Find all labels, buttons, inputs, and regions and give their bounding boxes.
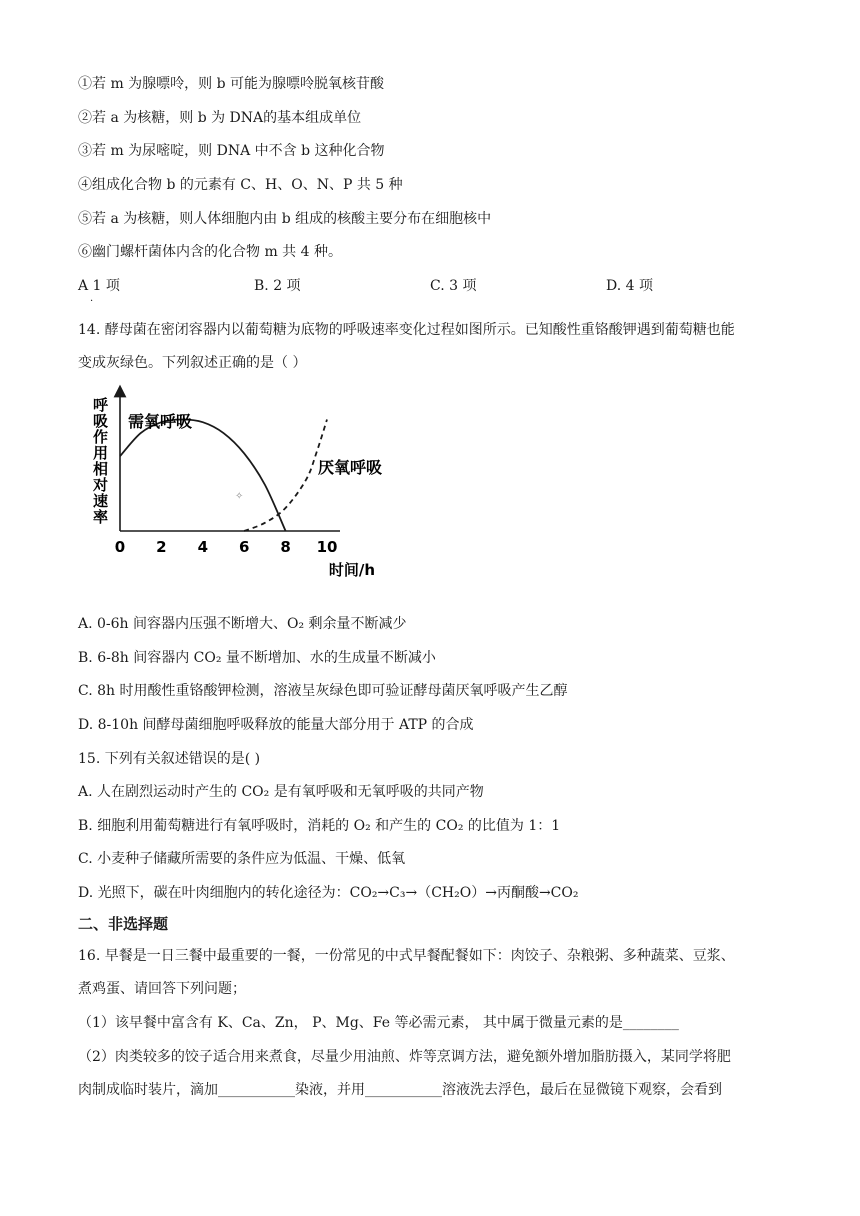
option-dot: · bbox=[90, 296, 94, 307]
q13-option-b: B. 2 项 bbox=[254, 278, 301, 294]
y-axis-label: 呼吸作用相对速率 bbox=[91, 397, 109, 525]
x-tick-label: 10 bbox=[316, 538, 338, 556]
q16-line-3: （1）该早餐中富含有 K、Ca、Zn， P、Mg、Fe 等必需元素， 其中属于微量元素的是________ bbox=[78, 1015, 679, 1031]
x-tick-label: 8 bbox=[280, 538, 291, 556]
q14-stem-line-1: 14. 酵母菌在密闭容器内以葡萄糖为底物的呼吸速率变化过程如图所示。已知酸性重铬酸钾遇到葡萄糖也能 bbox=[78, 322, 735, 338]
q16-line-2: 煮鸡蛋、请回答下列问题； bbox=[78, 981, 246, 997]
q16-line-1: 16. 早餐是一日三餐中最重要的一餐，一份常见的中式早餐配餐如下：肉饺子、杂粮粥、多种蔬菜、豆浆、 bbox=[78, 948, 735, 964]
q14-option-b: B. 6-8h 间容器内 CO₂ 量不断增加、水的生成量不断减小 bbox=[78, 650, 436, 666]
aerobic-curve bbox=[120, 419, 286, 531]
x-tick-label: 6 bbox=[238, 538, 250, 556]
q13-option-d: D. 4 项 bbox=[606, 278, 653, 294]
q16-line-4: （2）肉类较多的饺子适合用来煮食，尽量少用油煎、炸等烹调方法，避免额外增加脂肪摄入，某同学将肥 bbox=[78, 1049, 731, 1065]
x-tick-label: 0 bbox=[114, 538, 126, 556]
q13-option-c: C. 3 项 bbox=[430, 278, 477, 294]
q14-option-a: A. 0-6h 间容器内压强不断增大、O₂ 剩余量不断减少 bbox=[78, 616, 407, 632]
respiration-rate-chart bbox=[80, 385, 400, 585]
q14-option-d: D. 8-10h 间酵母菌细胞呼吸释放的能量大部分用于 ATP 的合成 bbox=[78, 717, 474, 733]
q15-option-a: A. 人在剧烈运动时产生的 CO₂ 是有氧呼吸和无氧呼吸的共同产物 bbox=[78, 784, 484, 800]
q15-option-b: B. 细胞利用葡萄糖进行有氧呼吸时，消耗的 O₂ 和产生的 CO₂ 的比值为 1：1 bbox=[78, 818, 561, 834]
q14-stem-line-2: 变成灰绿色。下列叙述正确的是（ ） bbox=[78, 355, 307, 371]
anaerobic-curve bbox=[244, 419, 327, 531]
x-tick-label: 4 bbox=[197, 538, 209, 556]
q13-statement-6: ⑥幽门螺杆菌体内含的化合物 m 共 4 种。 bbox=[78, 244, 342, 260]
section-heading: 二、非选择题 bbox=[78, 915, 169, 933]
q15-option-c: C. 小麦种子储藏所需要的条件应为低温、干燥、低氧 bbox=[78, 851, 406, 867]
q13-statement-2: ②若 a 为核糖，则 b 为 DNA的基本组成单位 bbox=[78, 110, 362, 126]
x-axis-label: 时间/h bbox=[328, 561, 376, 579]
q13-option-a: A 1 项 bbox=[78, 278, 120, 294]
q13-statement-4: ④组成化合物 b 的元素有 C、H、O、N、P 共 5 种 bbox=[78, 177, 403, 193]
series-label-anaerobic: 厌氧呼吸 bbox=[318, 458, 383, 477]
q15-option-d: D. 光照下，碳在叶肉细胞内的转化途径为：CO₂→C₃→（CH₂O）→丙酮酸→CO₂ bbox=[78, 885, 579, 901]
q13-statement-3: ③若 m 为尿嘧啶，则 DNA 中不含 b 这种化合物 bbox=[78, 143, 385, 159]
x-tick-label: 2 bbox=[156, 538, 167, 556]
q15-stem: 15. 下列有关叙述错误的是( ) bbox=[78, 751, 261, 767]
q16-line-5: 肉制成临时装片，滴加___________染液，并用___________溶液洗去浮色，最后在显微镜下观察，会看到 bbox=[78, 1082, 722, 1098]
q13-statement-1: ①若 m 为腺嘌呤，则 b 可能为腺嘌呤脱氧核苷酸 bbox=[78, 76, 385, 92]
cursor-mark: ✧ bbox=[235, 491, 244, 502]
series-label-aerobic: 需氧呼吸 bbox=[128, 412, 193, 431]
q14-option-c: C. 8h 时用酸性重铬酸钾检测，溶液呈灰绿色即可验证酵母菌厌氧呼吸产生乙醇 bbox=[78, 683, 568, 699]
q13-statement-5: ⑤若 a 为核糖，则人体细胞内由 b 组成的核酸主要分布在细胞核中 bbox=[78, 211, 492, 227]
